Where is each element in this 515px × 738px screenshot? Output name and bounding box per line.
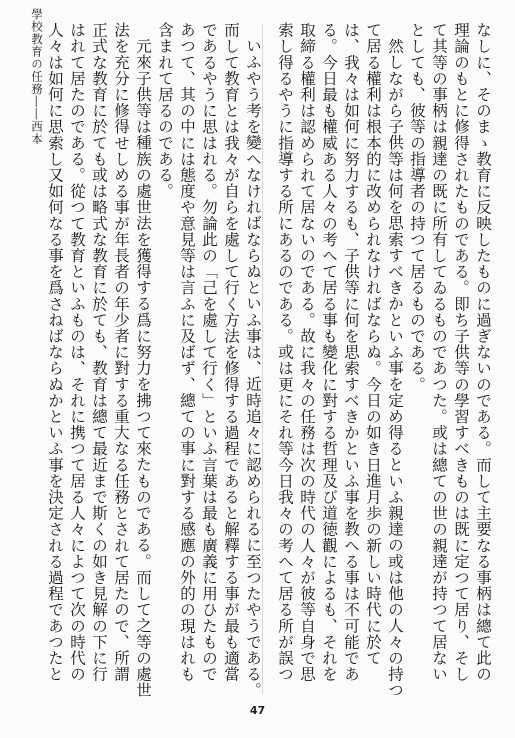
block-divider	[262, 24, 263, 694]
paragraph: 元來子供等は種族の處世法を獲得する爲に努力を拂つて來たものである。而して之等の處世法を充分に修得せしめる事が年長者の年少者に對する重大なる任務とされて居たので、所謂正式な教育に於ても或は略式な教育に於ても、教育は總て最近まで斯くの如き見解の下に行はれて居たのである。從つて教育といふものは、それに携つて居る人々によつて次の時代の人々は如何に思索し又如何なる事を爲さねばならぬかといふ事を決定される過程であつたと	[46, 22, 152, 698]
upper-text-block	[44, 22, 264, 698]
page-number: 47	[249, 704, 266, 717]
paragraph: 然しながら子供等は何を思索すべきかといふ事を定め得るといふ親達の或は他の人々の持つて居る權利は根本的に改められなければならぬ。今日の如き日進月歩の新しい時代に於ては、我々は如何に努力するも、子供等に何を思索すべきかといふ事を教へる事は不可能である。今日最も權威ある人々の考へて居る事も變化に對する哲理及び道徳觀によるも、それを取締る權利は認められて居ないのである。故に我々の任務は次の時代の人々が彼等自身で思索し得るやうに指導する所にあるのである。或は更にそれ等今日我々の考へて居る所が誤つ	[276, 22, 404, 698]
lower-text-block	[274, 22, 494, 698]
paragraph: なしに、そのまゝ教育に反映したものに過ぎないのである。而して主要なる事柄は總て此の理論のもとに修得されたものである。即ち子供等の學習すべきものは既に定つて居り、そして其等の事柄は親達の既に所有してゐるものであつた。或は總ての世の親達が持つて居ないとしても、彼等の指導者の持つて居るものである。	[408, 22, 492, 683]
running-head: 學校教育の任務――西本	[30, 8, 44, 146]
paragraph: いふやう考を變へなければならぬといふ事は、近時追々に認められるに至つたやうである。而して教育とは我々が自らを處して行く方法を修得する過程であると解釋する事が最も適當であるやうに思はれる。勿論此の「己を處して行く」といふ言葉は最も廣義に用ひたものであつて、其の中には態度や意見等は言ふに及ばず、總ての事に對する感應の外的の現はれも含まれて居るのである。	[156, 22, 262, 698]
